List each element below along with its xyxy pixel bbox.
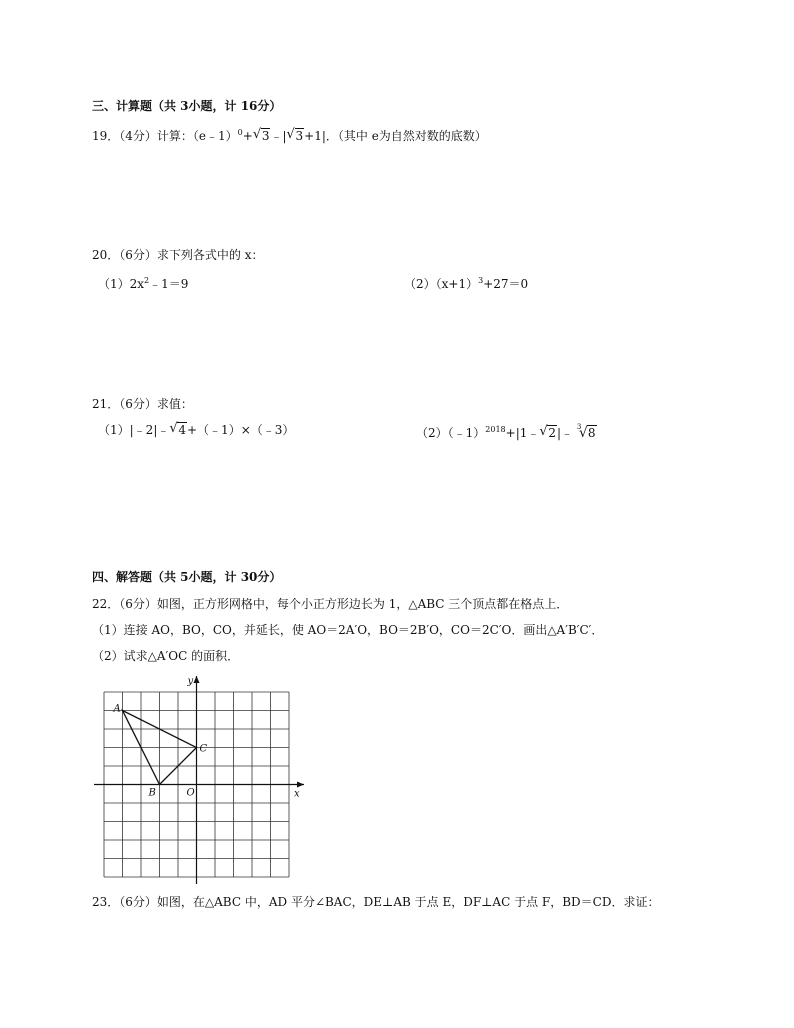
q21-p1-start: （1）|﹣2|﹣: [98, 423, 170, 437]
q19-exponent: 0: [237, 128, 243, 137]
question-20-part-1: [98, 273, 188, 292]
cube-root-8-radical: √ 3 8: [577, 425, 597, 441]
section-3-heading: 三、计算题（共 3小题，计 16分）: [92, 99, 282, 113]
question-22-stem: 22．（6分）如图，正方形网格中，每个小正方形边长为 1，△ABC 三个顶点都在格点上．: [92, 597, 569, 611]
y-axis-arrow-icon: [194, 676, 200, 683]
q21-p2-start: （2）（﹣1）: [416, 426, 486, 440]
question-22-part-2: （2）试求△A′OC 的面积．: [92, 649, 240, 663]
x-axis-arrow-icon: [297, 782, 304, 788]
question-21-part-2: [416, 422, 597, 441]
question-21-stem: 21．（6分）求值：: [92, 397, 193, 411]
section-4-heading: 四、解答题（共 5小题，计 30分）: [92, 570, 282, 584]
sqrt-2-radical: √ 2: [539, 425, 557, 441]
q19-number: 19．（4分）计算：（e﹣1）: [92, 129, 238, 143]
label-a: A: [113, 703, 121, 715]
label-x: x: [294, 788, 300, 800]
axes: [94, 676, 304, 884]
question-20-part-2: [404, 273, 528, 292]
question-23-stem: 23．（6分）如图，在△ABC 中，AD 平分∠BAC，DE⊥AB 于点 E，DF⊥AC 于点 F，BD＝CD．求证：: [92, 895, 660, 909]
q21-p2-exponent: 2018: [485, 425, 506, 434]
q20-p2-rest: +27＝0: [483, 277, 529, 291]
label-o: O: [186, 787, 195, 799]
sqrt-3-radical: √ 3: [253, 128, 271, 144]
label-b: B: [148, 787, 156, 799]
q19-tail: +1|．（其中 e为自然对数的底数）: [304, 129, 487, 143]
q21-p1-rest: +（﹣1）×（﹣3）: [187, 423, 295, 437]
q20-p2-base: （2）（x+1）: [404, 277, 479, 291]
question-21-part-1: [98, 422, 294, 438]
q20-p1-rest: ﹣1＝9: [149, 277, 189, 291]
q20-p1-exponent: 2: [144, 276, 150, 285]
label-c: C: [199, 743, 208, 755]
coordinate-grid-figure: [92, 674, 312, 886]
q20-p2-exponent: 3: [478, 276, 484, 285]
q19-plus: +: [242, 129, 253, 143]
question-20-stem: 20．（6分）求下列各式中的 x：: [92, 248, 264, 262]
question-22-part-1: （1）连接 AO，BO，CO，并延长，使 AO＝2A′O，BO＝2B′O，CO＝2C′O．画出△A′B′C′．: [92, 623, 604, 637]
q20-p1-base: （1）2x: [98, 277, 145, 291]
q21-p2-abs-close: |﹣: [557, 426, 574, 440]
sqrt-3-radical-2: √ 3: [287, 128, 305, 144]
q19-minus-abs: ﹣|: [270, 129, 287, 143]
sqrt-4-radical: √ 4: [169, 422, 187, 438]
question-19: [92, 125, 487, 144]
q21-p2-abs-open: +|1﹣: [505, 426, 540, 440]
label-y: y: [187, 676, 194, 687]
